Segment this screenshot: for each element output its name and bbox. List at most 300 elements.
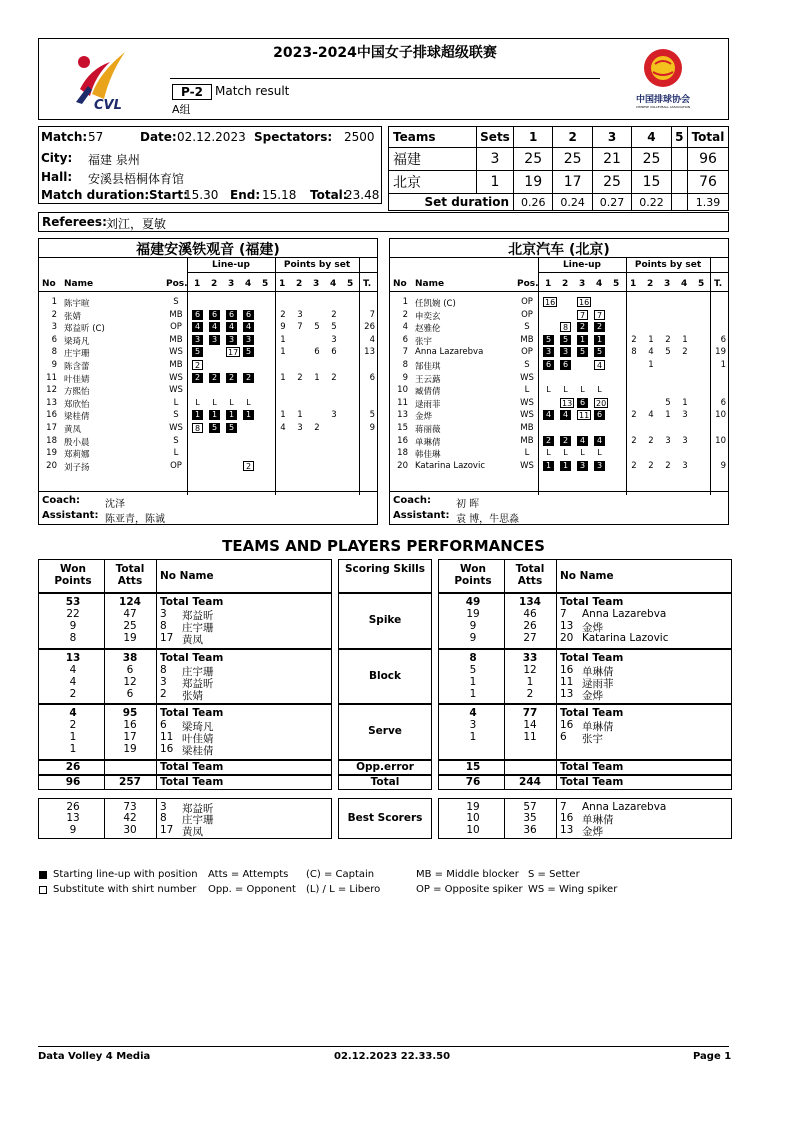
lineup-mark: 1 — [192, 410, 203, 420]
skill-name: Opp.error — [356, 760, 414, 773]
won-points: 1 — [69, 731, 77, 743]
col-no: No — [42, 279, 56, 289]
won-points: 1 — [469, 731, 477, 743]
city-value: 福建 泉州 — [88, 153, 140, 167]
score-total: 96 — [688, 148, 729, 171]
spectators-count: 2500 — [344, 130, 375, 144]
coach-name: 初 晖 — [456, 499, 480, 510]
player-no: 6 — [402, 334, 408, 345]
score-team: 北京 — [389, 171, 477, 194]
lineup-mark: 6 — [577, 398, 588, 408]
player-pos: S — [173, 410, 179, 421]
player-pos: WS — [169, 347, 183, 358]
col-set: 4 — [596, 279, 603, 289]
scoring-skills-header: Scoring Skills — [344, 563, 426, 575]
skill-name: Block — [368, 669, 402, 682]
lineup-mark: L — [597, 385, 602, 395]
perf-vrule — [156, 775, 157, 790]
lineup-mark: L — [195, 397, 200, 407]
set-points: 2 — [682, 347, 688, 358]
won-points: 96 — [65, 775, 81, 788]
player-no: 7 — [560, 800, 567, 813]
set-points: 5 — [331, 322, 337, 333]
won-points: 76 — [465, 775, 481, 788]
player-name: 逯雨菲 — [415, 399, 441, 410]
set-points: 2 — [665, 334, 671, 345]
player-name: 张婧 — [182, 689, 203, 702]
set-points: 2 — [331, 372, 337, 383]
player-row — [390, 385, 728, 397]
player-no: 7 — [402, 347, 408, 358]
perf-vrule — [104, 760, 105, 775]
won-points: 3 — [469, 719, 477, 731]
won-points: 26 — [66, 800, 80, 813]
set-points: 2 — [648, 435, 654, 446]
col-set: 5 — [613, 279, 620, 289]
player-no: 11 — [46, 372, 57, 383]
score-header: 5 — [671, 127, 687, 148]
player-name: 金烨 — [582, 689, 603, 702]
player-name: Total Team — [560, 651, 624, 664]
total-duration: 23.48 — [345, 188, 380, 202]
player-pos: MB — [520, 334, 534, 345]
player-name: 黄凤 — [182, 634, 203, 646]
score-row — [389, 148, 729, 171]
lineup-mark: 8 — [560, 322, 571, 332]
player-total: 6 — [720, 334, 726, 345]
player-name: 张宇 — [415, 336, 433, 347]
player-no: 20 — [46, 460, 57, 471]
lineup-mark: 6 — [226, 310, 237, 320]
perf-vrule — [556, 593, 557, 649]
lineup-mark: L — [229, 397, 234, 407]
lineup-header: Line-up — [212, 260, 250, 270]
won-points: 9 — [469, 632, 477, 644]
roster-rule — [390, 491, 728, 492]
player-name: 单琳倩 — [582, 721, 614, 733]
player-row — [390, 461, 728, 473]
player-no: 20 — [560, 632, 574, 644]
player-pos: OP — [170, 322, 182, 333]
player-no: 6 — [160, 719, 167, 731]
won-points: 19 — [466, 800, 480, 813]
player-row — [39, 360, 377, 372]
perf-vrule — [156, 559, 157, 593]
won-points: 19 — [466, 608, 480, 620]
player-no: 17 — [160, 632, 174, 644]
player-pos: WS — [169, 372, 183, 383]
lineup-header: Line-up — [563, 260, 601, 270]
lineup-mark: 1 — [543, 461, 554, 471]
set-points: 1 — [280, 347, 286, 358]
player-total: 26 — [364, 322, 375, 333]
player-no: 3 — [160, 800, 167, 813]
player-pos: OP — [521, 297, 533, 307]
set-points: 1 — [297, 410, 303, 421]
set-points: 1 — [280, 372, 286, 383]
won-points: 4 — [69, 675, 77, 688]
lineup-mark: L — [563, 448, 568, 458]
player-name: 郑益昕 — [182, 802, 214, 815]
col-set: 2 — [562, 279, 569, 289]
player-no: 16 — [560, 663, 574, 676]
lineup-mark: 5 — [243, 347, 254, 357]
set-points: 1 — [280, 410, 286, 421]
lineup-mark: 4 — [594, 436, 605, 446]
set-points: 7 — [297, 322, 303, 333]
player-no: 4 — [402, 322, 408, 333]
player-name: 梁桂倩 — [182, 745, 214, 757]
set-points: 8 — [631, 347, 637, 358]
col-set: 3 — [228, 279, 235, 289]
lineup-mark: 2 — [192, 373, 203, 383]
player-pos: S — [524, 360, 530, 370]
total-atts: 12 — [123, 675, 137, 688]
set-points: 2 — [631, 410, 637, 421]
lineup-mark: 5 — [577, 347, 588, 357]
won-points: 22 — [66, 608, 80, 620]
total-atts: 11 — [523, 731, 537, 743]
lineup-mark: 3 — [543, 347, 554, 357]
player-name: 叶佳婧 — [64, 374, 90, 385]
player-no: 8 — [160, 620, 167, 632]
lineup-mark: 20 — [596, 398, 607, 408]
assistant-name: 袁 博，牛思淼 — [456, 514, 520, 525]
set-points: 4 — [648, 410, 654, 421]
player-pos: OP — [521, 309, 533, 320]
player-no: 17 — [160, 823, 174, 836]
match-number: 57 — [88, 130, 104, 144]
player-no: 13 — [560, 687, 574, 700]
spectators-label: Spectators: — [254, 130, 333, 144]
won-points: 9 — [469, 620, 477, 632]
total-atts: 47 — [123, 608, 137, 620]
player-no: 13 — [46, 397, 57, 408]
set-points: 2 — [280, 309, 286, 320]
perf-vrule — [556, 559, 557, 593]
set-points: 3 — [682, 460, 688, 471]
lineup-mark: 17 — [228, 348, 239, 358]
col-set: 4 — [681, 279, 688, 289]
title-underline — [170, 78, 600, 79]
player-row — [39, 297, 377, 309]
team-name: 北京汽车 (北京) — [508, 242, 610, 258]
total-atts: 25 — [123, 620, 137, 632]
player-row — [39, 385, 377, 397]
player-name: 赵雅伦 — [415, 324, 441, 335]
player-name: 张宇 — [582, 733, 603, 745]
player-name: 郑益昕 — [182, 610, 214, 622]
set-points: 6 — [314, 347, 320, 358]
city-label: City: — [41, 151, 73, 165]
player-row — [390, 436, 728, 448]
lineup-mark: 5 — [209, 423, 220, 433]
player-row — [390, 360, 728, 372]
roster-rule — [390, 257, 728, 258]
player-pos: L — [173, 397, 179, 408]
set-points: 1 — [682, 334, 688, 345]
total-atts-header: Total Atts — [515, 563, 545, 587]
coach-label: Coach: — [42, 495, 81, 506]
coach-label: Coach: — [393, 495, 432, 506]
footer-right: Page 1 — [693, 1051, 732, 1062]
lineup-mark: 5 — [543, 335, 554, 345]
score-sets: 3 — [477, 148, 514, 171]
player-no: 6 — [560, 731, 567, 743]
legend-item: Atts = Attempts — [208, 869, 289, 880]
col-set: 1 — [545, 279, 552, 289]
col-pos: Pos. — [517, 279, 539, 289]
player-name: 郑益昕 (C) — [64, 324, 105, 335]
roster-rule — [187, 272, 377, 273]
player-name: 单琳倩 — [582, 814, 614, 826]
no-name-header: No Name — [560, 570, 614, 582]
col-set: 2 — [647, 279, 654, 289]
total-atts: 35 — [523, 812, 537, 824]
won-points: 10 — [466, 812, 480, 824]
player-pos: L — [524, 385, 530, 396]
player-row — [390, 410, 728, 422]
player-total: 19 — [715, 347, 726, 358]
lineup-mark: 3 — [209, 335, 220, 345]
player-total: 10 — [715, 435, 726, 446]
referees-label: Referees: — [42, 215, 107, 229]
lineup-mark: 6 — [560, 360, 571, 370]
player-pos: WS — [520, 410, 534, 421]
player-row — [39, 410, 377, 422]
col-set: 1 — [194, 279, 201, 289]
performance-title: TEAMS AND PLAYERS PERFORMANCES — [222, 537, 545, 555]
player-no: 16 — [397, 435, 408, 446]
won-points: 9 — [69, 823, 77, 836]
total-atts: 1 — [526, 675, 534, 688]
end-time: 15.18 — [262, 188, 297, 202]
player-pos: S — [173, 435, 179, 446]
set-points: 5 — [314, 322, 320, 333]
player-name: 郑莉娜 — [64, 450, 90, 461]
won-points-header: Won Points — [54, 563, 92, 587]
score-set — [671, 148, 687, 171]
player-pos: WS — [169, 385, 183, 396]
skill-name: Spike — [368, 614, 402, 626]
player-row — [390, 373, 728, 385]
team-b-roster — [389, 238, 729, 525]
legend-item: Starting line-up with position — [53, 869, 198, 880]
player-pos: OP — [521, 347, 533, 358]
player-no: 9 — [402, 372, 408, 383]
roster-rule — [390, 291, 728, 292]
lineup-mark: 1 — [243, 410, 254, 420]
lineup-mark: 4 — [226, 322, 237, 332]
hall-label: Hall: — [41, 170, 73, 184]
player-name: 陈宇暄 — [64, 299, 90, 309]
roster-rule — [39, 491, 377, 492]
total-atts: 2 — [526, 687, 534, 700]
player-row — [39, 423, 377, 435]
won-points: 4 — [469, 707, 477, 719]
won-points: 1 — [469, 675, 477, 688]
player-total: 4 — [369, 334, 375, 345]
player-row — [390, 423, 728, 435]
player-no: 7 — [560, 608, 567, 620]
row-label: Total Team — [160, 775, 224, 788]
player-no: 13 — [560, 620, 574, 632]
score-header: 3 — [592, 127, 631, 148]
player-name: 申奕玄 — [415, 311, 441, 322]
won-points: 8 — [469, 651, 477, 664]
player-no: 20 — [397, 460, 408, 471]
col-set: 3 — [313, 279, 320, 289]
player-row — [39, 373, 377, 385]
perf-vrule — [504, 760, 505, 775]
col-set: 2 — [211, 279, 218, 289]
score-set: 25 — [632, 148, 671, 171]
player-total: 1 — [720, 360, 726, 370]
set-points: 9 — [280, 322, 286, 333]
col-set: 4 — [330, 279, 337, 289]
player-name: 郜佳琪 — [415, 362, 441, 372]
player-name: Katarina Lazovic — [415, 460, 486, 471]
player-name: 韩佳琳 — [415, 450, 441, 461]
player-name: 金烨 — [415, 412, 433, 423]
total-atts: 27 — [523, 632, 537, 644]
lineup-mark: 2 — [594, 322, 605, 332]
match-label: Match: — [41, 130, 88, 144]
set-points: 5 — [665, 347, 671, 358]
col-name: Name — [64, 279, 94, 289]
player-no: 11 — [397, 397, 408, 408]
lineup-mark: 4 — [543, 410, 554, 420]
duration-label: Match duration: — [41, 188, 150, 202]
set-points: 4 — [280, 423, 286, 433]
set-points: 2 — [297, 372, 303, 383]
set-duration-label: Set duration — [389, 194, 514, 211]
legend-item: Substitute with shirt number — [53, 884, 197, 895]
player-name: 臧倩倩 — [415, 387, 441, 398]
player-row — [39, 436, 377, 448]
score-set: 25 — [592, 171, 631, 194]
player-name: Total Team — [560, 596, 624, 608]
lineup-mark: 3 — [226, 335, 237, 345]
total-atts: 19 — [123, 743, 137, 755]
roster-rule — [39, 257, 377, 258]
player-pos: MB — [169, 360, 183, 370]
lineup-mark: 4 — [192, 322, 203, 332]
referees-names: 刘江，夏敏 — [106, 217, 167, 231]
set-points: 3 — [297, 423, 303, 433]
end-label: End: — [230, 188, 261, 202]
points-header: Points by set — [634, 260, 702, 270]
won-points: 1 — [469, 687, 477, 700]
cva-logo-subtext: CHINESE VOLLEYBALL ASSOCIATION — [635, 105, 691, 109]
perf-vrule — [156, 649, 157, 705]
player-pos: MB — [520, 435, 534, 446]
lineup-mark: 4 — [560, 410, 571, 420]
col-set: 5 — [262, 279, 269, 289]
total-atts: 6 — [126, 663, 134, 676]
lineup-mark: 4 — [594, 360, 605, 370]
set-points: 1 — [280, 334, 286, 345]
won-points-header: Won Points — [454, 563, 492, 587]
player-no: 3 — [160, 675, 167, 688]
player-name: Total Team — [560, 707, 624, 719]
date-label: Date: — [140, 130, 177, 144]
total-atts-header: Total Atts — [115, 563, 145, 587]
player-pos: MB — [169, 334, 183, 345]
player-name: 郑欣怡 — [64, 399, 90, 410]
set-points: 2 — [631, 435, 637, 446]
total-atts: 33 — [522, 651, 538, 664]
set-duration — [671, 194, 687, 211]
player-name: 黄凤 — [182, 825, 203, 838]
cva-logo — [625, 44, 701, 116]
group-label: A组 — [172, 103, 191, 116]
set-points: 1 — [648, 334, 654, 345]
lineup-mark: 16 — [579, 298, 590, 307]
lineup-mark: 16 — [545, 298, 556, 307]
col-set: 5 — [347, 279, 354, 289]
lineup-mark: 6 — [192, 310, 203, 320]
player-name: 梁琦凡 — [182, 721, 214, 733]
lineup-mark: L — [563, 385, 568, 395]
player-no: 2 — [402, 309, 408, 320]
player-pos: S — [524, 322, 530, 333]
lineup-mark: 13 — [562, 398, 573, 408]
total-atts: 46 — [523, 608, 537, 620]
won-points: 10 — [466, 823, 480, 836]
set-points: 3 — [297, 309, 303, 320]
perf-vrule — [556, 798, 557, 839]
set-points: 2 — [665, 460, 671, 471]
legend-square-filled — [39, 871, 47, 879]
col-name: Name — [415, 279, 445, 289]
player-name: 金烨 — [582, 825, 603, 838]
player-no: 3 — [160, 608, 167, 620]
player-pos: WS — [520, 372, 534, 383]
match-date: 02.12.2023 — [177, 130, 246, 144]
set-points: 5 — [665, 397, 671, 408]
col-total: T. — [714, 279, 723, 289]
legend-item: OP = Opposite spiker — [416, 884, 523, 895]
score-set: 25 — [514, 148, 553, 171]
player-pos: MB — [169, 309, 183, 320]
perf-vrule — [156, 593, 157, 649]
legend-item: MB = Middle blocker — [416, 869, 519, 880]
won-points: 13 — [66, 812, 80, 824]
player-no: 16 — [160, 743, 174, 755]
player-total: 9 — [720, 460, 726, 471]
total-atts: 30 — [123, 823, 137, 836]
cvl-logo-text: CVL — [94, 98, 122, 113]
col-set: 4 — [245, 279, 252, 289]
set-duration: 0.24 — [553, 194, 592, 211]
set-points: 2 — [631, 334, 637, 345]
player-row — [39, 322, 377, 334]
total-atts: 14 — [523, 719, 537, 731]
total-atts: 19 — [123, 632, 137, 644]
set-points: 3 — [682, 435, 688, 446]
won-points: 5 — [469, 663, 477, 676]
lineup-mark: 5 — [226, 423, 237, 433]
set-points: 4 — [648, 347, 654, 358]
player-name: Anna Lazarebva — [582, 800, 667, 813]
lineup-mark: 1 — [577, 335, 588, 345]
set-points: 2 — [631, 460, 637, 471]
player-name: 梁桂倩 — [64, 412, 90, 423]
player-no: 3 — [51, 322, 57, 333]
total-atts: 57 — [523, 800, 537, 813]
player-total: 9 — [369, 423, 375, 433]
